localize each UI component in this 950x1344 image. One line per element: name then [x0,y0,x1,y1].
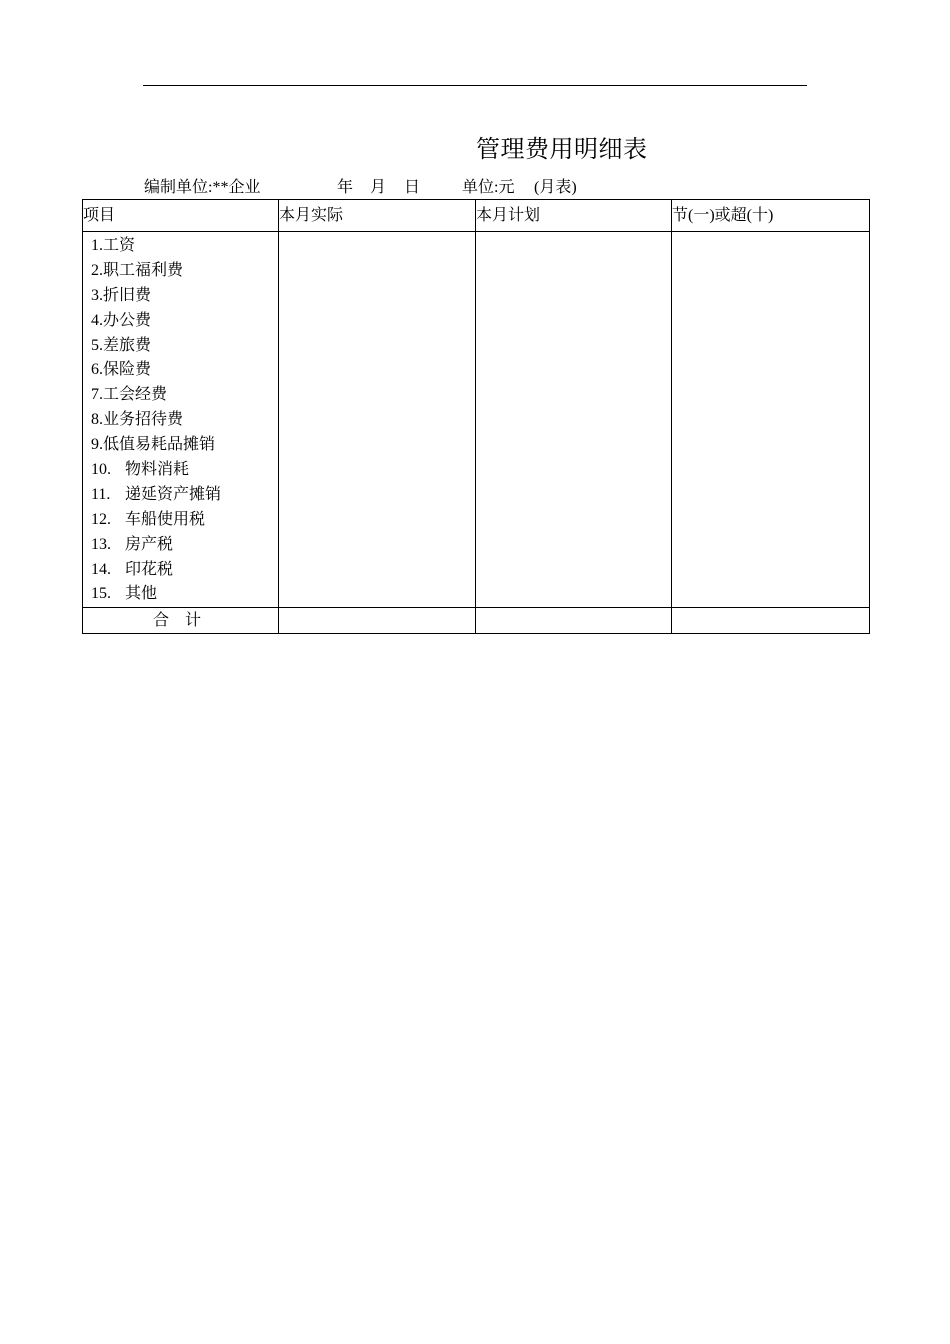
item-number: 5. [91,336,103,354]
item-label: 折旧费 [103,286,152,304]
total-label: 合 计 [83,608,279,634]
meta-row [0,177,950,199]
item-number: 7. [91,386,103,404]
list-item [91,533,278,558]
item-number: 13. [91,535,111,553]
item-label: 其他 [125,585,158,603]
unit-label: 单位:元 [462,179,515,196]
total-row [83,608,870,634]
item-number: 4. [91,311,103,329]
list-item [91,234,278,259]
item-label: 办公费 [103,311,152,329]
list-item [91,284,278,309]
variance-cell[interactable] [672,232,870,608]
item-number: 9. [91,436,103,454]
list-item [91,358,278,383]
item-number: 15. [91,585,111,603]
item-label: 保险费 [103,361,152,379]
list-item [91,334,278,359]
report-type-label: (月表) [534,179,577,196]
item-label: 工会经费 [103,386,168,404]
item-number: 14. [91,560,111,578]
year-label: 年 [337,179,354,196]
item-number: 10. [91,461,111,479]
item-label: 低值易耗品摊销 [103,436,216,454]
list-item [91,582,278,607]
list-item [91,383,278,408]
list-item [91,259,278,284]
item-cell [83,232,279,608]
item-number: 8. [91,411,103,429]
item-number: 11. [91,485,111,503]
item-label: 车船使用税 [125,510,206,528]
item-list [83,232,278,607]
item-label: 业务招待费 [103,411,184,429]
list-item [91,508,278,533]
document-title: 管理费用明细表 [476,135,648,163]
item-label: 职工福利费 [103,261,184,279]
table-body-row [83,232,870,608]
item-label: 递延资产摊销 [125,485,222,503]
item-number: 12. [91,510,111,528]
list-item [91,433,278,458]
table-header-row [83,200,870,232]
day-label: 日 [404,179,421,196]
total-actual-cell[interactable] [279,608,476,634]
header-item: 项目 [83,200,279,232]
item-number: 2. [91,261,103,279]
item-number: 3. [91,286,103,304]
actual-cell[interactable] [279,232,476,608]
item-label: 房产税 [125,535,174,553]
plan-cell[interactable] [476,232,672,608]
item-label: 工资 [103,237,136,254]
item-label: 物料消耗 [125,461,190,479]
header-actual: 本月实际 [279,200,476,232]
item-number: 1. [91,237,103,254]
item-number: 6. [91,361,103,379]
item-label: 差旅费 [103,336,152,354]
header-variance: 节(一)或超(十) [672,200,870,232]
header-rule [143,85,807,86]
list-item [91,309,278,334]
list-item [91,408,278,433]
total-plan-cell[interactable] [476,608,672,634]
header-plan: 本月计划 [476,200,672,232]
month-label: 月 [370,179,387,196]
item-label: 印花税 [125,560,174,578]
org-label: 编制单位:**企业 [144,179,261,196]
list-item [91,558,278,583]
expense-detail-table [82,199,870,634]
total-variance-cell[interactable] [672,608,870,634]
list-item [91,458,278,483]
list-item [91,483,278,508]
